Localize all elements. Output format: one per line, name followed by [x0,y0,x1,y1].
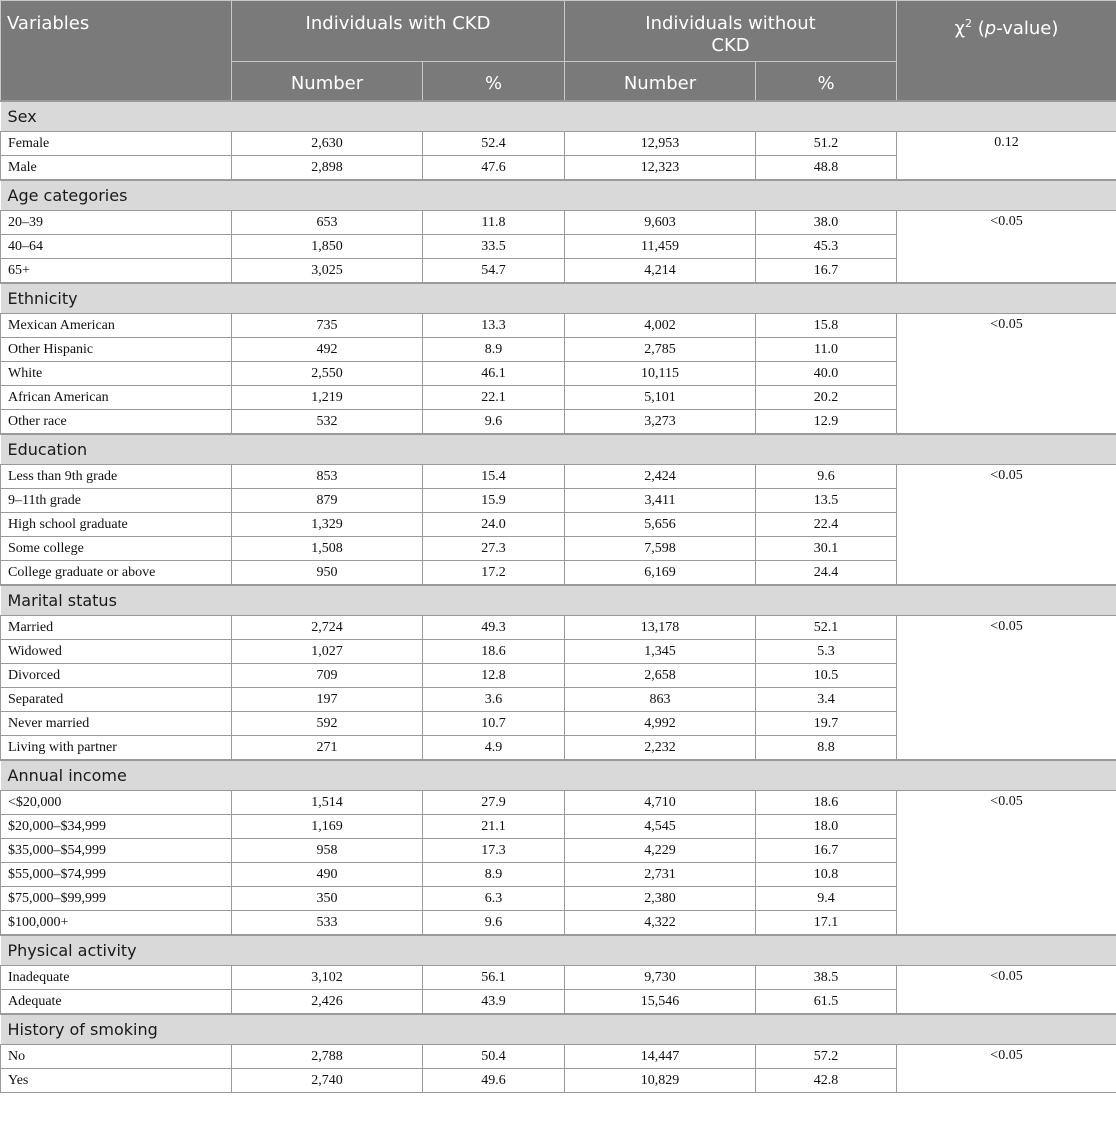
p-value-cell: <0.05 [897,465,1116,586]
ckd-number-cell: 958 [232,839,423,863]
ckd-percent-cell: 17.2 [423,561,565,586]
section-title: Physical activity [1,935,1116,966]
header-non-ckd-percent: % [756,62,897,102]
row-label: Adequate [1,990,232,1015]
ckd-number-cell: 2,426 [232,990,423,1015]
non-ckd-number-cell: 2,380 [565,887,756,911]
non-ckd-number-cell: 13,178 [565,616,756,640]
pvalue-rest: -value) [996,18,1059,39]
ckd-percent-cell: 27.9 [423,791,565,815]
ckd-percent-cell: 8.9 [423,863,565,887]
row-label: 9–11th grade [1,489,232,513]
pvalue-open-paren: ( [977,18,985,39]
header-without-ckd [565,1,897,62]
non-ckd-number-cell: 9,603 [565,211,756,235]
ckd-number-cell: 709 [232,664,423,688]
ckd-percent-cell: 11.8 [423,211,565,235]
ckd-number-cell: 592 [232,712,423,736]
ckd-percent-cell: 43.9 [423,990,565,1015]
non-ckd-number-cell: 11,459 [565,235,756,259]
non-ckd-number-cell: 2,424 [565,465,756,489]
row-label: No [1,1045,232,1069]
row-label: Mexican American [1,314,232,338]
non-ckd-number-cell: 4,214 [565,259,756,284]
non-ckd-percent-cell: 8.8 [756,736,897,761]
ckd-percent-cell: 22.1 [423,386,565,410]
ckd-number-cell: 197 [232,688,423,712]
header-ckd-percent: % [423,62,565,102]
non-ckd-percent-cell: 13.5 [756,489,897,513]
ckd-percent-cell: 47.6 [423,156,565,181]
p-value-cell: 0.12 [897,132,1116,181]
ckd-number-cell: 653 [232,211,423,235]
row-label: Other Hispanic [1,338,232,362]
ckd-percent-cell: 8.9 [423,338,565,362]
non-ckd-percent-cell: 38.5 [756,966,897,990]
ckd-percent-cell: 15.4 [423,465,565,489]
non-ckd-percent-cell: 11.0 [756,338,897,362]
ckd-percent-cell: 9.6 [423,410,565,435]
non-ckd-percent-cell: 18.0 [756,815,897,839]
section-title: Ethnicity [1,283,1116,314]
row-label: High school graduate [1,513,232,537]
section-row [1,935,1116,966]
ckd-number-cell: 350 [232,887,423,911]
row-label: Male [1,156,232,181]
section-row [1,283,1116,314]
ckd-number-cell: 3,025 [232,259,423,284]
non-ckd-number-cell: 5,656 [565,513,756,537]
ckd-number-cell: 1,508 [232,537,423,561]
non-ckd-percent-cell: 15.8 [756,314,897,338]
row-label: <$20,000 [1,791,232,815]
header-with-ckd: Individuals with CKD [232,1,565,62]
section-title: History of smoking [1,1014,1116,1045]
ckd-percent-cell: 10.7 [423,712,565,736]
ckd-number-cell: 1,514 [232,791,423,815]
ckd-number-cell: 879 [232,489,423,513]
ckd-percent-cell: 49.3 [423,616,565,640]
ckd-percent-cell: 9.6 [423,911,565,936]
non-ckd-percent-cell: 52.1 [756,616,897,640]
non-ckd-percent-cell: 45.3 [756,235,897,259]
header-non-ckd-number: Number [565,62,756,102]
ckd-percent-cell: 54.7 [423,259,565,284]
non-ckd-percent-cell: 9.6 [756,465,897,489]
non-ckd-number-cell: 3,411 [565,489,756,513]
non-ckd-percent-cell: 16.7 [756,259,897,284]
non-ckd-number-cell: 5,101 [565,386,756,410]
non-ckd-percent-cell: 51.2 [756,132,897,156]
table-header [1,1,1116,102]
ckd-percent-cell: 52.4 [423,132,565,156]
non-ckd-percent-cell: 10.5 [756,664,897,688]
table-row [1,314,1116,338]
ckd-percent-cell: 17.3 [423,839,565,863]
row-label: $20,000–$34,999 [1,815,232,839]
ckd-percent-cell: 4.9 [423,736,565,761]
non-ckd-number-cell: 1,345 [565,640,756,664]
section-row [1,760,1116,791]
p-value-cell: <0.05 [897,211,1116,284]
section-row [1,585,1116,616]
non-ckd-percent-cell: 9.4 [756,887,897,911]
table-row [1,1045,1116,1069]
non-ckd-number-cell: 10,115 [565,362,756,386]
non-ckd-number-cell: 4,229 [565,839,756,863]
chi-symbol: χ [954,18,965,39]
non-ckd-percent-cell: 10.8 [756,863,897,887]
section-title: Marital status [1,585,1116,616]
non-ckd-percent-cell: 38.0 [756,211,897,235]
non-ckd-percent-cell: 57.2 [756,1045,897,1069]
ckd-number-cell: 2,740 [232,1069,423,1093]
ckd-percent-cell: 49.6 [423,1069,565,1093]
ckd-number-cell: 1,027 [232,640,423,664]
non-ckd-percent-cell: 61.5 [756,990,897,1015]
non-ckd-number-cell: 15,546 [565,990,756,1015]
ckd-number-cell: 2,630 [232,132,423,156]
header-ckd-number: Number [232,62,423,102]
non-ckd-number-cell: 4,002 [565,314,756,338]
non-ckd-percent-cell: 16.7 [756,839,897,863]
ckd-number-cell: 853 [232,465,423,489]
non-ckd-number-cell: 14,447 [565,1045,756,1069]
chi-superscript: 2 [965,17,972,30]
p-value-cell: <0.05 [897,314,1116,435]
row-label: Separated [1,688,232,712]
row-label: Widowed [1,640,232,664]
p-value-cell: <0.05 [897,791,1116,936]
ckd-number-cell: 271 [232,736,423,761]
row-label: African American [1,386,232,410]
row-label: Some college [1,537,232,561]
non-ckd-number-cell: 2,731 [565,863,756,887]
non-ckd-number-cell: 9,730 [565,966,756,990]
ckd-number-cell: 1,850 [232,235,423,259]
non-ckd-percent-cell: 20.2 [756,386,897,410]
ckd-number-cell: 490 [232,863,423,887]
non-ckd-number-cell: 4,545 [565,815,756,839]
non-ckd-percent-cell: 22.4 [756,513,897,537]
ckd-number-cell: 533 [232,911,423,936]
table-row [1,966,1116,990]
row-label: College graduate or above [1,561,232,586]
non-ckd-number-cell: 4,322 [565,911,756,936]
ckd-number-cell: 2,724 [232,616,423,640]
ckd-number-cell: 1,329 [232,513,423,537]
row-label: Never married [1,712,232,736]
section-row [1,434,1116,465]
non-ckd-percent-cell: 48.8 [756,156,897,181]
row-label: Inadequate [1,966,232,990]
ckd-number-cell: 532 [232,410,423,435]
ckd-number-cell: 492 [232,338,423,362]
non-ckd-percent-cell: 42.8 [756,1069,897,1093]
ckd-percent-cell: 56.1 [423,966,565,990]
ckd-number-cell: 2,898 [232,156,423,181]
ckd-number-cell: 735 [232,314,423,338]
row-label: $75,000–$99,999 [1,887,232,911]
non-ckd-number-cell: 4,992 [565,712,756,736]
row-label: Divorced [1,664,232,688]
non-ckd-number-cell: 4,710 [565,791,756,815]
ckd-percent-cell: 33.5 [423,235,565,259]
non-ckd-number-cell: 2,658 [565,664,756,688]
table-row [1,211,1116,235]
ckd-percent-cell: 13.3 [423,314,565,338]
non-ckd-number-cell: 6,169 [565,561,756,586]
non-ckd-percent-cell: 40.0 [756,362,897,386]
row-label: Living with partner [1,736,232,761]
row-label: Less than 9th grade [1,465,232,489]
non-ckd-percent-cell: 5.3 [756,640,897,664]
non-ckd-percent-cell: 24.4 [756,561,897,586]
row-label: 40–64 [1,235,232,259]
p-value-cell: <0.05 [897,1045,1116,1093]
row-label: Married [1,616,232,640]
row-label: $100,000+ [1,911,232,936]
non-ckd-percent-cell: 17.1 [756,911,897,936]
ckd-percent-cell: 15.9 [423,489,565,513]
ckd-percent-cell: 21.1 [423,815,565,839]
p-value-cell: <0.05 [897,966,1116,1015]
table-body [1,101,1116,1093]
row-label: Female [1,132,232,156]
section-row [1,1014,1116,1045]
non-ckd-percent-cell: 3.4 [756,688,897,712]
non-ckd-number-cell: 2,232 [565,736,756,761]
ckd-percent-cell: 27.3 [423,537,565,561]
table-row [1,132,1116,156]
row-label: White [1,362,232,386]
p-value-cell: <0.05 [897,616,1116,761]
ckd-number-cell: 2,550 [232,362,423,386]
ckd-number-cell: 2,788 [232,1045,423,1069]
non-ckd-number-cell: 863 [565,688,756,712]
table-row [1,791,1116,815]
non-ckd-percent-cell: 12.9 [756,410,897,435]
ckd-percent-cell: 6.3 [423,887,565,911]
non-ckd-number-cell: 12,953 [565,132,756,156]
table-row [1,465,1116,489]
ckd-number-cell: 1,219 [232,386,423,410]
row-label: $35,000–$54,999 [1,839,232,863]
row-label: 20–39 [1,211,232,235]
ckd-percent-cell: 12.8 [423,664,565,688]
non-ckd-percent-cell: 18.6 [756,791,897,815]
section-row [1,180,1116,211]
non-ckd-percent-cell: 30.1 [756,537,897,561]
section-row [1,101,1116,132]
ckd-percent-cell: 46.1 [423,362,565,386]
row-label: 65+ [1,259,232,284]
section-title: Sex [1,101,1116,132]
ckd-percent-cell: 24.0 [423,513,565,537]
section-title: Age categories [1,180,1116,211]
ckd-number-cell: 950 [232,561,423,586]
ckd-percent-cell: 18.6 [423,640,565,664]
non-ckd-number-cell: 10,829 [565,1069,756,1093]
row-label: $55,000–$74,999 [1,863,232,887]
ckd-number-cell: 1,169 [232,815,423,839]
row-label: Yes [1,1069,232,1093]
non-ckd-number-cell: 2,785 [565,338,756,362]
ckd-percent-cell: 50.4 [423,1045,565,1069]
ckd-number-cell: 3,102 [232,966,423,990]
header-without-ckd-text: Individuals without CKD [645,13,816,56]
ckd-percent-cell: 3.6 [423,688,565,712]
non-ckd-percent-cell: 19.7 [756,712,897,736]
header-chi-square [897,1,1116,102]
header-variables: Variables [1,1,232,102]
section-title: Annual income [1,760,1116,791]
pvalue-p: p [984,18,997,39]
row-label: Other race [1,410,232,435]
section-title: Education [1,434,1116,465]
table-row [1,616,1116,640]
non-ckd-number-cell: 7,598 [565,537,756,561]
non-ckd-number-cell: 12,323 [565,156,756,181]
non-ckd-number-cell: 3,273 [565,410,756,435]
